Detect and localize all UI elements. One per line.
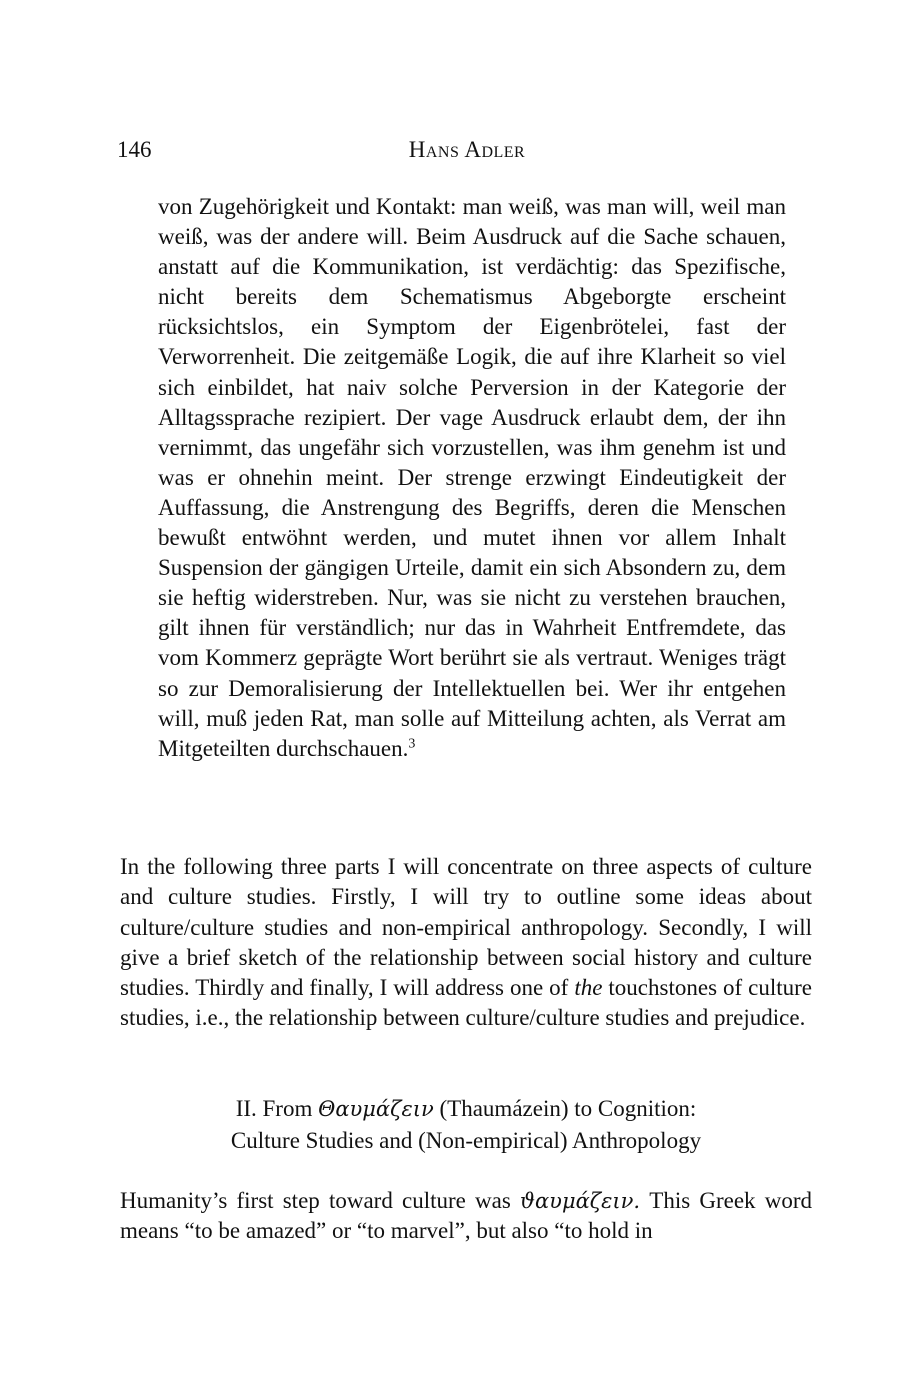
block-quote [158, 192, 786, 764]
section-heading-line-2: Culture Studies and (Non-empirical) Anthropology [230, 1128, 702, 1153]
footnote-marker: 3 [408, 736, 416, 752]
quote-text: von Zugehörigkeit und Kontakt: man weiß, was man will, weil man weiß, was der andere will. Beim Ausdruck auf die Sache schauen, anstatt auf die Kommunikation, ist verdächtig: das Spezifische, nicht bereits dem Schematismus Abgeborgte erscheint rücksichtslos, ein Symptom der Eigenbrötelei, fast der Verworrenheit. Die zeitgemäße Logik, die auf ihre Klarheit so viel sich einbildet, hat naiv solche Perversion in der Kategorie der Alltagssprache rezipiert. Der vage Ausdruck erlaubt dem, der ihn vernimmt, das ungefähr sich vorzustellen, was ihm genehm ist und was er ohnehin meint. Der strenge erzwingt Eindeutigkeit der Auffassung, die Anstrengung des Begriffs, deren die Menschen bewußt entwöhnt werden, und mutet ihnen vor allem Inhalt Suspension der gängigen Urteile, damit ein sich Absondern zu, dem sie heftig widerstreben. Nur, was sie nicht zu verstehen brauchen, gilt ihnen für verständlich; nur das in Wahrheit Entfremdete, das vom Kommerz geprägte Wort berührt sie als vertraut. Weniges trägt so zur Demoralisierung der Intellektuellen bei. Wer ihr entgehen will, muß jeden Rat, man solle auf Mitteilung achten, als Verrat am Mitgeteilten durchschauen. [158, 194, 786, 761]
paragraph-text-start: Humanity’s first step toward culture was [120, 1188, 520, 1213]
running-head: Hans Adler [408, 137, 526, 162]
paragraph-text-start: In the following three parts I will concentrate on three aspects of culture and culture studies. Firstly, I will try to outline some ideas about culture/culture studies and non-empirical anthropology. Secondly, I will give a brief sketch of the relationship between social history and culture studies. Thirdly and finally, I will address one of [120, 854, 812, 1001]
section-number: II. From [235, 1096, 319, 1121]
section-heading-rest: (Thaumázein) to Cognition: [433, 1096, 697, 1121]
body-paragraph-1 [120, 852, 812, 1034]
paragraph-text-end: touchstones of culture studies, i.e., the relationship between culture/culture studies and prejudice. [120, 975, 812, 1031]
greek-term: ϑαυμάζειν. [519, 1189, 641, 1213]
greek-term: Θαυμάζειν [318, 1097, 434, 1121]
paragraph-text-end: This Greek word means “to be amazed” or “to marvel”, but also “to hold in [120, 1188, 812, 1244]
page-header [117, 133, 817, 167]
body-paragraph-2 [120, 1186, 812, 1247]
emphasized-word: the [574, 975, 603, 1001]
section-heading [120, 1093, 812, 1157]
section-heading-line-1 [120, 1093, 812, 1125]
page-number: 146 [117, 137, 152, 162]
